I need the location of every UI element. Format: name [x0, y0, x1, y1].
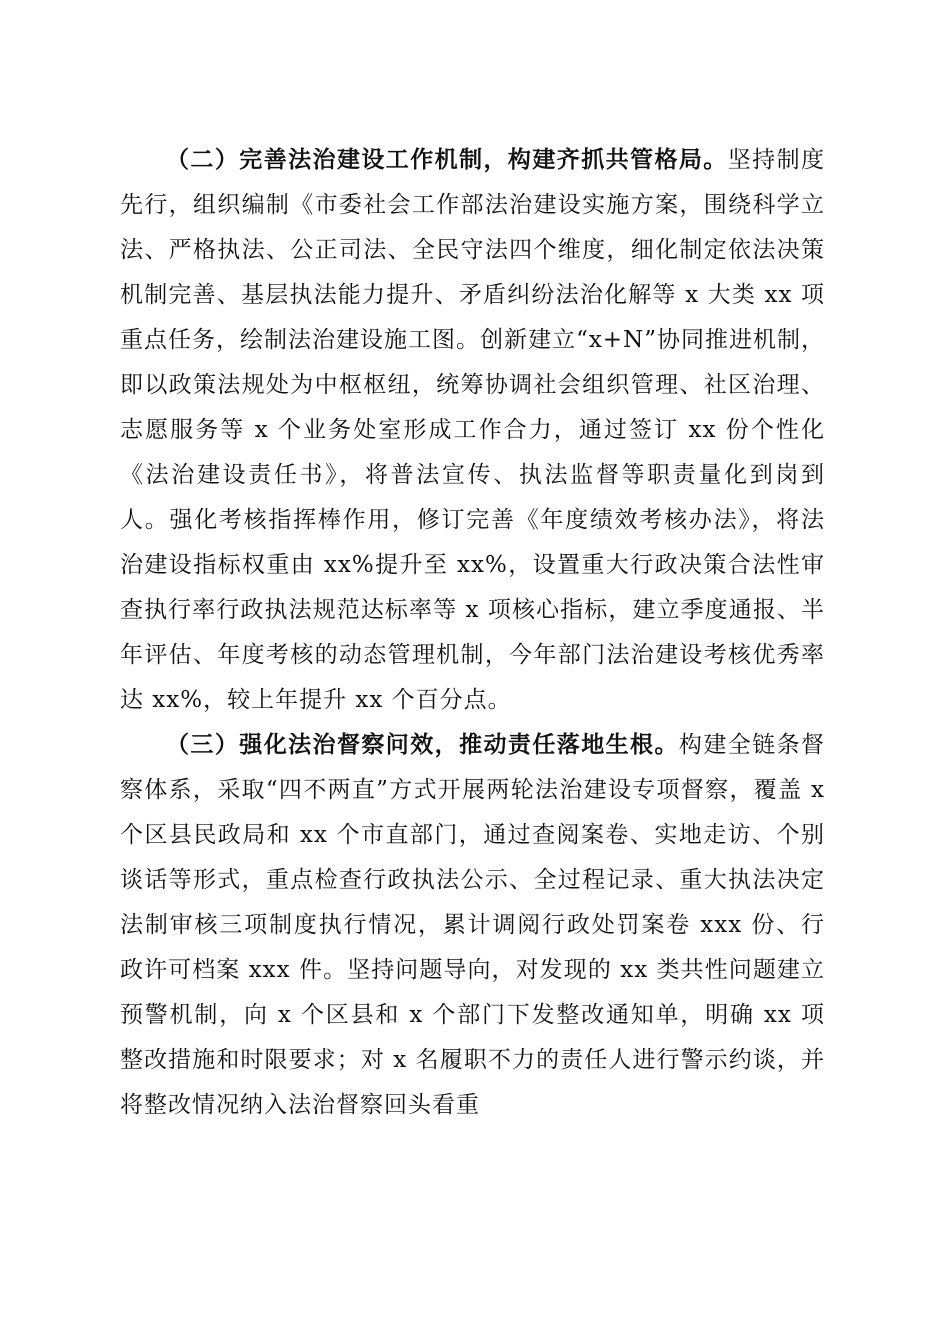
paragraph-3-body: 构建全链条督察体系，采取“四不两直”方式开展两轮法治建设专项督察，覆盖 x 个区县民政局和 xx 个市直部门，通过查阅案卷、实地走访、个别谈话等形式，重点检查行政执法公示、全过程记录、重大执法决定法制审核三项制度执行情况，累计调阅行政处罚案卷 xxx 份、行政许可档案 xxx 件。坚持问题导向，对发现的 xx 类共性问题建立预警机制，向 x 个区县和 x 个部门下发整改通知单，明确 xx 项整改措施和时限要求；对 x 名履职不力的责任人进行警示约谈，并将整改情况纳入法治督察回头看重	[120, 732, 826, 1118]
document-body	[120, 138, 825, 1128]
paragraph-3-heading: （三）强化法治督察问效，推动责任落地生根。	[166, 732, 679, 758]
paragraph-2-heading: （二）完善法治建设工作机制，构建齐抓共管格局。	[166, 147, 728, 173]
paragraph-2	[120, 138, 825, 723]
paragraph-3	[120, 723, 825, 1128]
paragraph-2-body: 坚持制度先行，组织编制《市委社会工作部法治建设实施方案，围绕科学立法、严格执法、公正司法、全民守法四个维度，细化制定依法决策机制完善、基层执法能力提升、矛盾纠纷法治化解等 x 大类 xx 项重点任务，绘制法治建设施工图。创新建立“x+N”协同推进机制，即以政策法规处为中枢枢纽，统筹协调社会组织管理、社区治理、志愿服务等 x 个业务处室形成工作合力，通过签订 xx 份个性化《法治建设责任书》，将普法宣传、执法监督等职责量化到岗到人。强化考核指挥棒作用，修订完善《年度绩效考核办法》，将法治建设指标权重由 xx%提升至 xx%，设置重大行政决策合法性审查执行率行政执法规范达标率等 x 项核心指标，建立季度通报、半年评估、年度考核的动态管理机制，今年部门法治建设考核优秀率达 xx%，较上年提升 xx 个百分点。	[120, 147, 826, 713]
